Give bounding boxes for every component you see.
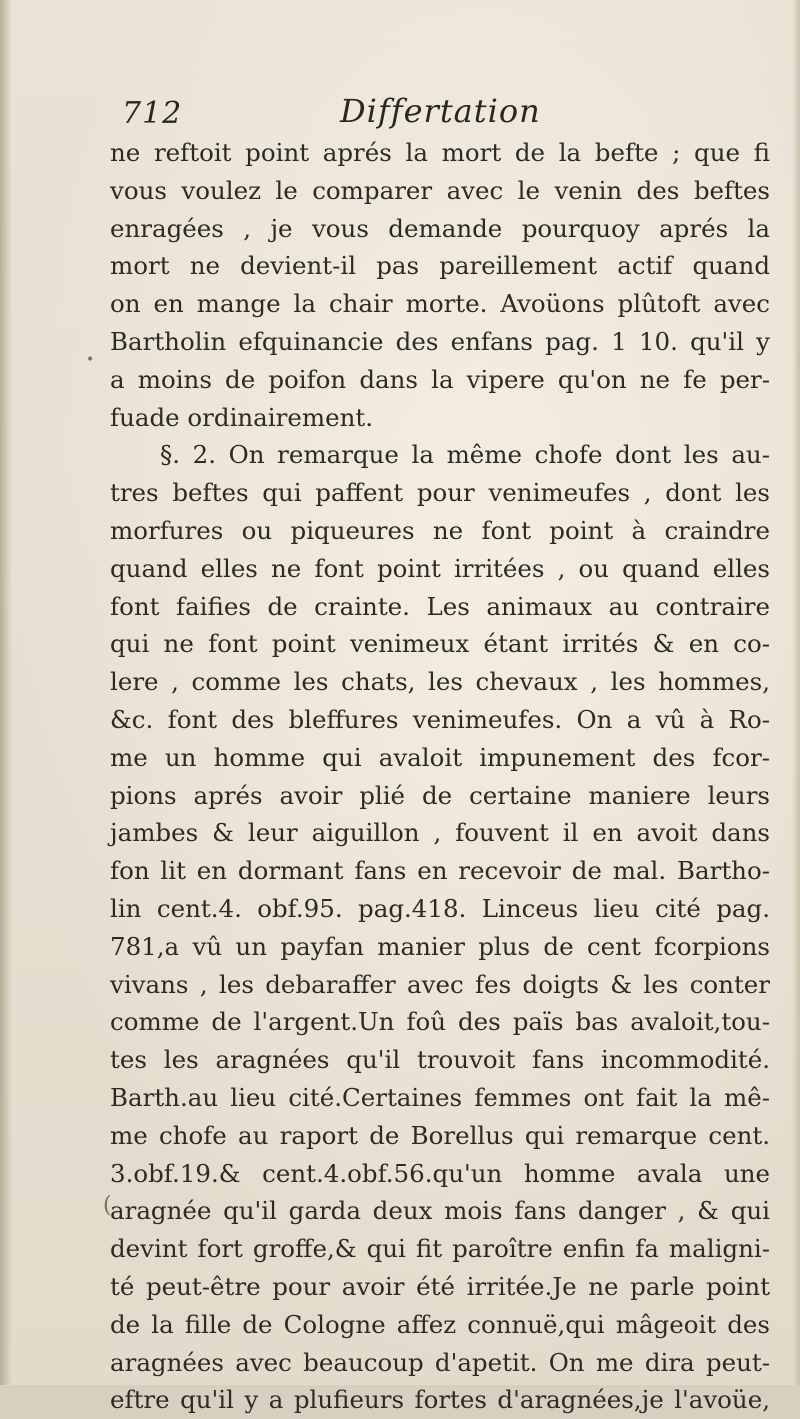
text-line: lin cent.4. obf.95. pag.418. Linceus lieu cité pag. <box>110 893 770 923</box>
text-line: té peut-être pour avoir été irritée.Je ne parle point <box>110 1271 770 1301</box>
text-line: quand elles ne font point irritées , ou quand elles <box>110 553 770 583</box>
page-gutter-shadow <box>0 0 12 1385</box>
text-line: tres beftes qui paffent pour venimeufes , dont les <box>110 478 770 508</box>
text-line: enragées , je vous demande pourquoy aprés la <box>110 213 770 243</box>
text-line: font faifies de crainte. Les animaux au contraire <box>110 591 770 621</box>
text-line: 3.obf.19.& cent.4.obf.56.qu'un homme avala une <box>110 1158 770 1188</box>
text-line: aragnée qu'il garda deux mois fans danger , & qui <box>110 1196 770 1226</box>
paragraph-start-line: §. 2. On remarque la même chofe dont les au- <box>160 440 770 470</box>
text-line: qui ne font point venimeux étant irrités & en co- <box>110 629 770 659</box>
text-line: on en mange la chair morte. Avoüons plûtoft avec <box>110 289 770 319</box>
text-line: fon lit en dormant fans en recevoir de mal. Bartho- <box>110 856 770 886</box>
text-line: tes les aragnées qu'il trouvoit fans incommodité. <box>110 1045 770 1075</box>
text-line: vous voulez le comparer avec le venin des beftes <box>110 175 770 205</box>
text-line: vivans , les debaraffer avec fes doigts & les conter <box>110 969 770 999</box>
margin-speck: • <box>86 352 95 368</box>
margin-bracket: ( <box>103 1193 112 1218</box>
page-number: 712 <box>122 96 183 131</box>
text-line: aragnées avec beaucoup d'apetit. On me dira peut- <box>110 1347 770 1377</box>
page-edge-shadow <box>792 0 800 1385</box>
running-head: Differtation <box>340 92 541 130</box>
text-line: fuade ordinairement. <box>110 402 373 432</box>
text-line: jambes & leur aiguillon , fouvent il en avoit dans <box>110 818 770 848</box>
text-line: eftre qu'il y a plufieurs fortes d'aragnées,je l'avoüe, <box>110 1385 770 1415</box>
text-line: morfures ou piqueures ne font point à craindre <box>110 515 770 545</box>
text-line: de la fille de Cologne affez connuë,qui mâgeoit des <box>110 1309 770 1339</box>
text-line: me un homme qui avaloit impunement des fcor- <box>110 742 770 772</box>
text-line: &c. font des bleffures venimeufes. On a vû à Ro- <box>110 704 770 734</box>
body-text <box>110 134 770 1419</box>
text-line: Bartholin efquinancie des enfans pag. 1 10. qu'il y <box>110 326 770 356</box>
text-line: a moins de poifon dans la vipere qu'on ne fe per- <box>110 364 770 394</box>
text-line: pions aprés avoir plié de certaine maniere leurs <box>110 780 770 810</box>
text-line: Barth.au lieu cité.Certaines femmes ont fait la mê- <box>110 1082 770 1112</box>
text-line: ne reftoit point aprés la mort de la befte ; que fi <box>110 138 770 167</box>
text-line: comme de l'argent.Un foû des païs bas avaloit,tou- <box>110 1007 770 1037</box>
text-line: devint fort groffe,& qui fit paroître enfin fa maligni- <box>110 1234 770 1264</box>
text-line: 781,a vû un payfan manier plus de cent fcorpions <box>110 931 770 961</box>
text-line: me chofe au raport de Borellus qui remarque cent. <box>110 1120 770 1150</box>
text-line: lere , comme les chats, les chevaux , les hommes, <box>110 667 770 697</box>
page-header <box>122 92 762 136</box>
text-line: mort ne devient-il pas pareillement actif quand <box>110 251 770 281</box>
